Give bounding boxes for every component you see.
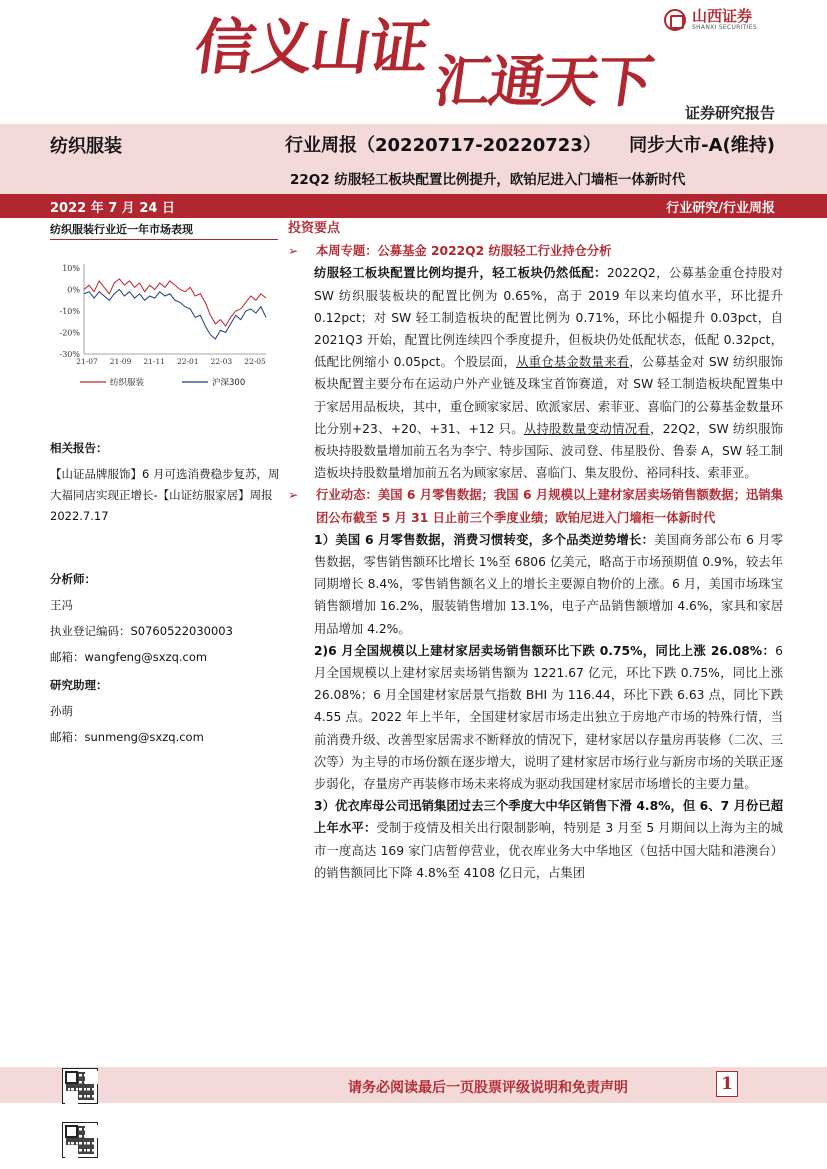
news-paragraph-1	[288, 529, 783, 640]
x-tick-label: 22-03	[210, 357, 233, 366]
market-chart	[44, 254, 274, 404]
arrow-bullet-icon: ➢	[288, 488, 299, 503]
page-number: 1	[716, 1071, 738, 1097]
news-text-2: 6 月全国规模以上建材家居卖场销售额为 1221.67 亿元，环比下跌 0.75%，同比上涨 26.08%；6 月全国建材家居景气指数 BHI 为 116.44，环比下跌 6.63 点，同比下跌 4.55 点。2022 年上半年，全国建材家居市场走出独立于房地产市场的特殊行情，当前消费升级、改善型家居需求不断释放的情况下，建材家居以存量房再装修（二次、三次等）为主导的市场份额在逐步增大，说明了建材家居市场行业与新房市场的关联正逐步弱化，存量房产再装修市场未来将成为驱动我国建材家居市场增长的主要力量。	[314, 643, 783, 792]
rating-label: 同步大市-A(维持)	[629, 135, 775, 156]
topic-underline-1: 从重仓基金数量来看	[516, 355, 630, 370]
arrow-bullet-icon: ➢	[288, 244, 299, 259]
x-tick-label: 21-11	[143, 357, 166, 366]
bullet-weekly-topic	[288, 240, 783, 262]
series-line	[84, 290, 266, 340]
section-head: 投资要点	[288, 221, 341, 236]
logo-icon	[664, 9, 686, 31]
related-reports-label: 相关报告：	[50, 441, 108, 455]
slogan-line1: 信义山证	[190, 13, 432, 83]
chart-title: 纺织服装行业近一年市场表现	[50, 221, 278, 240]
market-chart-svg	[44, 254, 274, 404]
assistant-label: 研究助理：	[50, 678, 108, 692]
analyst-email[interactable]: 邮箱：wangfeng@sxzq.com	[50, 650, 208, 664]
news-lead-1: 1）美国 6 月零售数据，消费习惯转变，多个品类逆势增长：	[314, 532, 655, 547]
news-text-3: 受制于疫情及相关出行限制影响，特别是 3 月至 5 月期间以上海为主的城市一度高达 169 家门店暂停营业，优衣库业务大中华地区（包括中国大陆和港澳台）的销售额同比下降 4.8%至 4108 亿日元，占集团	[314, 821, 783, 880]
topic-text-a: 2022Q2，公募基金重仓持股对 SW 纺织服装板块的配置比例为 0.65%，高于 2019 年以来均值水平，环比提升 0.12pct；对 SW 轻工制造板块的配置比例为 0.71%，环比小幅提升 0.03pct，自 2021Q3 开始，配置比例连续四个季度提升，但板块仍处低配状态，低配 0.32pct，低配比例缩小 0.05pct。个股层面，	[314, 266, 783, 370]
company-logo	[664, 8, 757, 31]
x-tick-label: 21-09	[109, 357, 132, 366]
bullet-industry-news	[288, 484, 783, 528]
legend-label: 纺织服装	[110, 378, 145, 388]
news-paragraph-3	[288, 795, 783, 884]
logo-en: SHANXI SECURITIES	[692, 24, 757, 31]
report-category: 行业研究/行业周报	[666, 201, 775, 216]
series-line	[84, 279, 266, 326]
main-content	[288, 218, 783, 884]
disclaimer-text: 请务必阅读最后一页股票评级说明和免责声明	[348, 1080, 628, 1096]
slogan-line2: 汇通天下	[430, 49, 656, 115]
legend-label: 沪深300	[212, 378, 246, 388]
analyst-name: 王冯	[50, 598, 73, 612]
report-title: 行业周报（20220717-20220723）	[285, 135, 601, 156]
news-lead-3: 3）优衣库母公司迅销集团过去三个季度大中华区销售下滑 4.8%，但 6、7 月份已超上年水平：	[314, 799, 783, 836]
x-tick-label: 21-07	[76, 357, 98, 366]
assistant-email[interactable]: 邮箱：sunmeng@sxzq.com	[50, 730, 204, 744]
report-date: 2022 年 7 月 24 日	[50, 201, 175, 216]
x-tick-label: 22-01	[176, 357, 199, 366]
y-tick-label: -20%	[59, 328, 80, 338]
analyst-license: 执业登记编码：S0760522030003	[50, 624, 233, 638]
topic-lead: 纺服轻工板块配置比例均提升，轻工板块仍然低配：	[314, 266, 607, 281]
y-tick-label: -30%	[59, 350, 80, 359]
news-text-1: 美国商务部公布 6 月零售数据，零售销售额环比增长 1%至 6806 亿美元，略高于市场预期值 0.9%，较去年同期增长 8.4%，零售销售额名义上的增长主要源自物价的上涨。6 月，美国市场珠宝销售额增加 16.2%，服装销售增加 13.1%，电子产品销售额增加 4.6%，家具和家居用品增加 4.2%。	[314, 532, 783, 636]
y-tick-label: 10%	[62, 264, 80, 273]
bullet-title: 本周专题：公募基金 2022Q2 纺服轻工行业持仓分析	[316, 244, 612, 259]
news-lead-2: 2)6 月全国规模以上建材家居卖场销售额环比下跌 0.75%，同比上涨 26.08%：	[314, 643, 776, 658]
analyst-label: 分析师：	[50, 572, 96, 586]
qr-code-icon[interactable]	[62, 1122, 98, 1158]
news-paragraph-2	[288, 640, 783, 795]
y-tick-label: 0%	[67, 285, 80, 295]
sector-label: 纺织服装	[50, 136, 122, 157]
topic-text-c: ，22Q2，SW 纺织服饰板块持股数量增加前五名为李宁、特步国际、波司登、伟星股份、鲁泰 A，SW 轻工制造板块持股数量增加前五名为顾家家居、喜临门、集友股份、裕同科技、索菲亚。	[314, 421, 783, 481]
y-tick-label: -10%	[59, 307, 80, 316]
related-report-link[interactable]: 【山证品牌服饰】6 月可选消费稳步复苏，周大福同店实现正增长-【山证纺服家居】周报 2022.7.17	[50, 467, 280, 523]
x-tick-label: 22-05	[244, 357, 266, 366]
qr-code-icon[interactable]	[62, 1068, 98, 1104]
report-subtitle: 22Q2 纺服轻工板块配置比例提升，欧铂尼进入门墙柜一体新时代	[290, 172, 686, 188]
bullet-title: 行业动态：美国 6 月零售数据；我国 6 月规模以上建材家居卖场销售额数据；迅销集团公布截至 5 月 31 日止前三个季度业绩；欧铂尼进入门墙柜一体新时代	[316, 488, 783, 525]
topic-text-b: ，公募基金对 SW 纺织服饰板块配置主要分布在运动户外产业链及珠宝首饰赛道，对 SW 轻工制造板块配置集中于家居用品板块，其中，重仓顾家家居、欧派家居、索菲亚、喜临门的公募基金数量环比分别+23、+20、+31、+12 只。	[314, 355, 783, 436]
report-type: 证券研究报告	[684, 104, 775, 122]
logo-cn: 山西证券	[692, 7, 753, 25]
topic-underline-2: 从持股数量变动情况看	[523, 421, 650, 436]
assistant-name: 孙萌	[50, 704, 73, 718]
topic-paragraph	[288, 262, 783, 484]
